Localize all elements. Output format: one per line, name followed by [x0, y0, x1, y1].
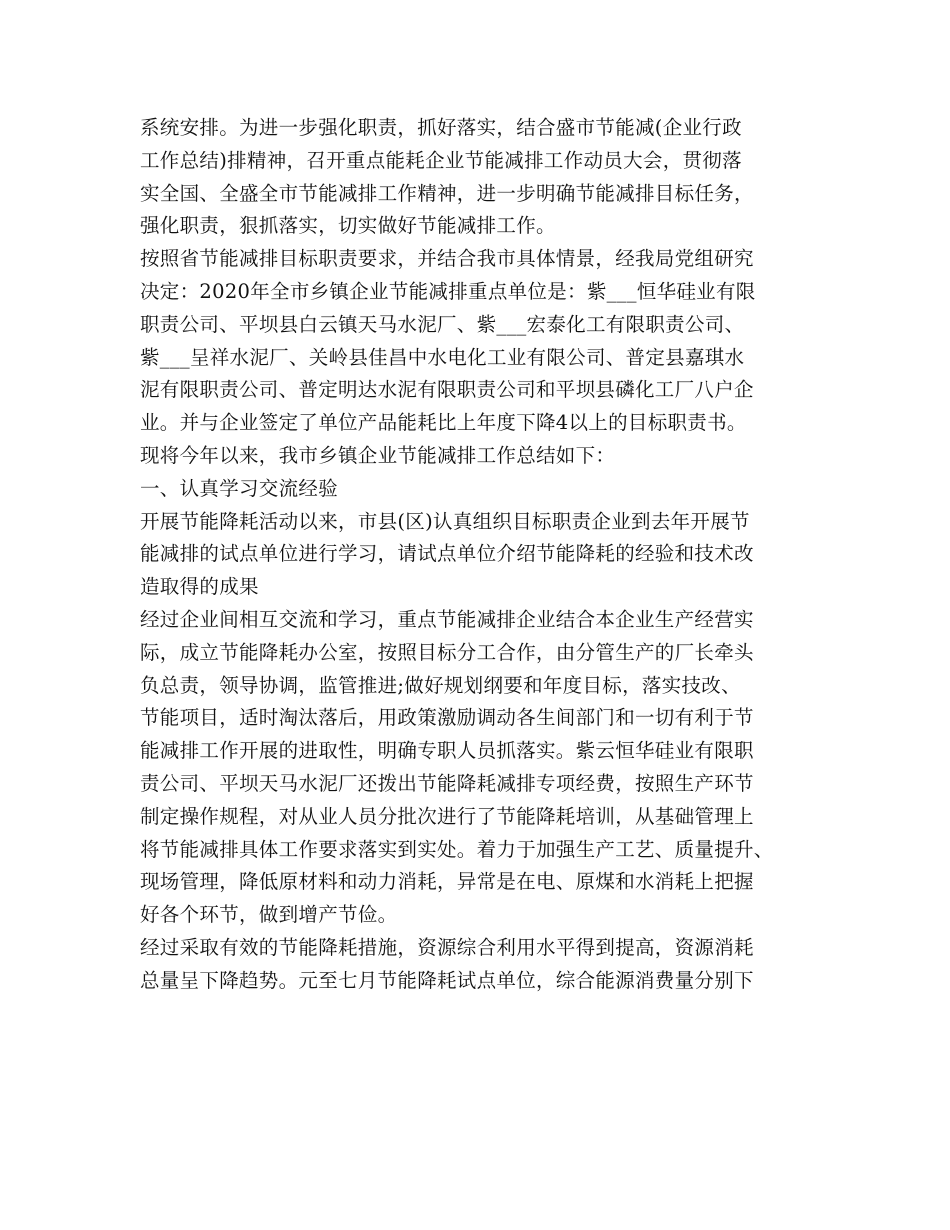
text-line: 强化职责，狠抓落实，切实做好节能减排工作。 [140, 214, 556, 238]
text-line: 责公司、平坝天马水泥厂还拨出节能降耗减排专项经费，按照生产环节 [140, 771, 754, 795]
text-line: 现场管理，降低原材料和动力消耗，异常是在电、原煤和水消耗上把握 [140, 870, 754, 894]
text-line: 工作总结)排精神，召开重点能耗企业节能减排工作动员大会，贯彻落 [140, 148, 742, 172]
text-line: 开展节能降耗活动以来，市县(区)认真组织目标职责企业到去年开展节 [140, 509, 750, 533]
section-heading: 一、认真学习交流经验 [140, 476, 339, 500]
text-line: 紫___呈祥水泥厂、关岭县佳昌中水电化工业有限公司、普定县嘉琪水 [140, 345, 745, 369]
text-line: 节能项目，适时淘汰落后，用政策激励调动各生间部门和一切有利于节 [140, 706, 754, 730]
text-line: 好各个环节，做到增产节俭。 [140, 903, 398, 927]
text-line: 经过企业间相互交流和学习，重点节能减排企业结合本企业生产经营实 [140, 607, 754, 631]
text-line: 泥有限职责公司、普定明达水泥有限职责公司和平坝县磷化工厂八户企 [140, 378, 754, 402]
text-line: 实全国、全盛全市节能减排工作精神，进一步明确节能减排目标任务， [140, 181, 754, 205]
text-line: 现将今年以来，我市乡镇企业节能减排工作总结如下： [140, 443, 616, 467]
text-line: 职责公司、平坝县白云镇天马水泥厂、紫___宏泰化工有限职责公司、 [140, 312, 745, 336]
text-line: 际，成立节能降耗办公室，按照目标分工合作，由分管生产的厂长牵头 [140, 640, 754, 664]
text-line: 制定操作规程，对从业人员分批次进行了节能降耗培训，从基础管理上 [140, 804, 754, 828]
document-body [140, 112, 820, 998]
text-line: 决定：2020年全市乡镇企业节能减排重点单位是：紫___恒华硅业有限 [140, 279, 756, 303]
text-line: 系统安排。为进一步强化职责，抓好落实，结合盛市节能减(企业行政 [140, 116, 742, 139]
text-line: 业。并与企业签定了单位产品能耗比上年度下降4以上的目标职责书。 [140, 411, 747, 435]
text-line: 经过采取有效的节能降耗措施，资源综合利用水平得到提高，资源消耗 [140, 935, 754, 959]
text-line: 造取得的成果 [140, 575, 259, 599]
text-line: 总量呈下降趋势。元至七月节能降耗试点单位，综合能源消费量分别下 [140, 968, 754, 992]
text-line: 按照省节能减排目标职责要求，并结合我市具体情景，经我局党组研究 [140, 247, 754, 271]
text-line: 将节能减排具体工作要求落实到实处。着力于加强生产工艺、质量提升、 [140, 837, 774, 861]
text-line: 能减排的试点单位进行学习，请试点单位介绍节能降耗的经验和技术改 [140, 542, 754, 566]
text-line: 能减排工作开展的进取性，明确专职人员抓落实。紫云恒华硅业有限职 [140, 739, 754, 763]
text-line: 负总责，领导协调，监管推进;做好规划纲要和年度目标，落实技改、 [140, 673, 741, 697]
